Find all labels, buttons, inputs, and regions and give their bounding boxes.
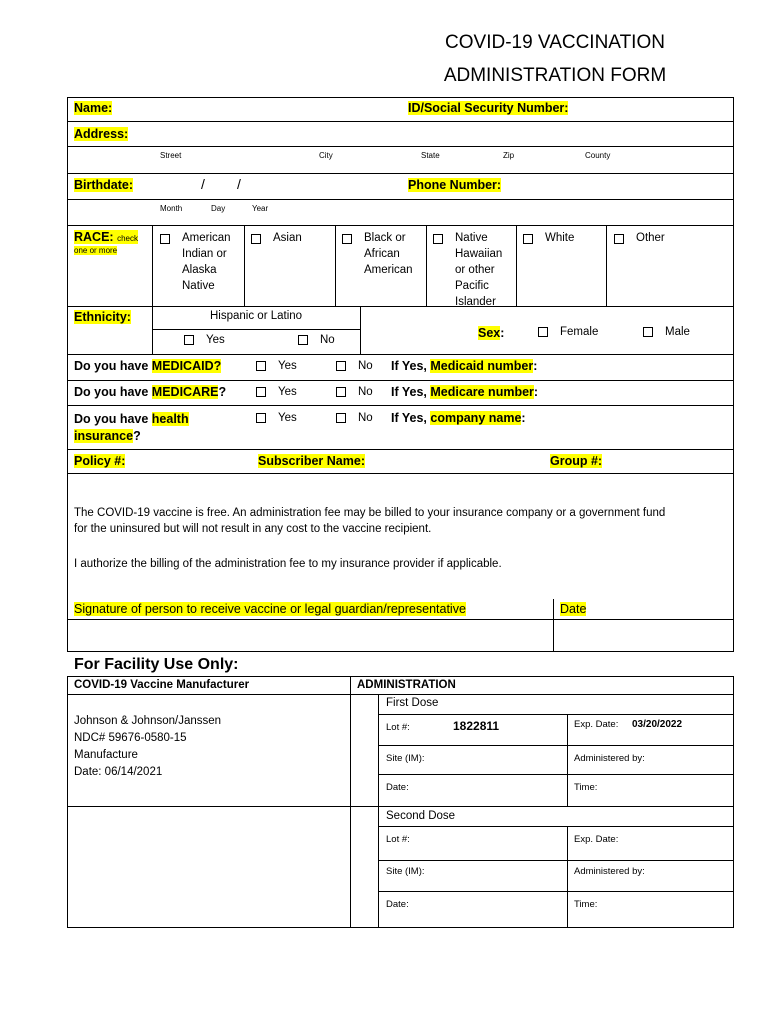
medicare-ifyes-hl: Medicare number [430,385,534,399]
checkbox-icon[interactable] [336,413,346,423]
medicare-colon: : [533,385,539,399]
race-option-other[interactable] [614,230,665,246]
medicaid-no-option[interactable] [336,360,373,372]
medicare-yes-label: Yes [278,386,297,398]
ethnicity-no-label: No [320,334,335,346]
manufacturer-heading: COVID-19 Vaccine Manufacturer [74,679,250,691]
sex-label [478,326,504,340]
checkbox-icon[interactable] [256,387,266,397]
health-ifyes-pre: If Yes, [391,411,431,425]
first-time-label: Time: [574,782,598,793]
second-time-label: Time: [574,899,598,910]
medicaid-number-label [391,359,537,373]
checkbox-icon[interactable] [523,234,533,244]
race-hint: check [117,234,138,243]
checkbox-icon[interactable] [614,234,624,244]
checkbox-icon[interactable] [251,234,261,244]
race-option-text: Indian or [182,248,227,260]
notice-paragraph-line-2: for the uninsured but will not result in any cost to the vaccine recipient. [74,523,432,535]
administration-heading: ADMINISTRATION [357,679,456,691]
sex-male-label: Male [665,326,690,338]
checkbox-icon[interactable] [160,234,170,244]
health-yes-option[interactable] [256,412,297,424]
race-option-american-indian[interactable] [160,230,231,294]
manufacturer-line: Manufacture [74,749,138,761]
medicaid-question [74,359,221,373]
health-question-post: ? [133,429,141,443]
health-yes-label: Yes [278,412,297,424]
race-option-text: Alaska [182,264,217,276]
sex-label-text: Sex [478,326,501,340]
checkbox-icon[interactable] [342,234,352,244]
health-question-hl-2: insurance [74,429,134,443]
subscriber-label: Subscriber Name: [258,454,365,468]
medicaid-yes-label: Yes [278,360,297,372]
ethnicity-label: Ethnicity: [74,310,131,324]
sex-colon: : [500,326,505,340]
signature-field[interactable] [68,620,552,651]
facility-heading: For Facility Use Only: [74,656,239,673]
first-exp-label: Exp. Date: [574,719,619,730]
race-option-text: Black or [364,232,406,244]
birth-year-label: Year [252,204,269,213]
birthdate-label: Birthdate: [74,178,134,192]
second-site-label: Site (IM): [386,866,425,877]
second-administered-label: Administered by: [574,866,645,877]
race-option-text: Other [636,232,665,244]
checkbox-icon[interactable] [256,361,266,371]
medicare-no-option[interactable] [336,386,373,398]
address-state-label: State [421,151,440,160]
medicaid-colon: : [533,359,538,373]
first-exp-value[interactable]: 03/20/2022 [632,719,683,730]
race-option-native-hawaiian[interactable] [433,230,502,310]
health-question-hl: health [151,412,189,426]
race-option-text: White [545,232,575,244]
health-no-option[interactable] [336,412,373,424]
first-dose-heading: First Dose [386,697,439,709]
health-ifyes-hl: company name [430,411,522,425]
medicaid-question-pre: Do you have [74,359,152,373]
race-option-text: Native [455,232,488,244]
birth-month-label: Month [160,204,183,213]
medicaid-ifyes-pre: If Yes, [391,359,431,373]
sex-female-option[interactable] [538,326,598,338]
signature-date-label: Date [560,602,587,616]
race-label-text: RACE: [74,230,114,244]
address-street-label: Street [160,151,182,160]
race-option-text: American [364,264,413,276]
birth-day-label: Day [211,204,226,213]
second-dose-heading: Second Dose [386,810,456,822]
race-option-text: Native [182,280,215,292]
checkbox-icon[interactable] [336,387,346,397]
first-lot-label: Lot #: [386,722,410,733]
race-label [74,230,138,244]
sex-male-option[interactable] [643,326,690,338]
medicare-ifyes-pre: If Yes, [391,385,431,399]
address-county-label: County [585,151,611,160]
race-option-text: African [364,248,400,260]
race-option-text: Asian [273,232,302,244]
first-date-label: Date: [386,782,409,793]
signature-label: Signature of person to receive vaccine or legal guardian/representative [74,602,466,616]
phone-label: Phone Number: [408,178,502,192]
medicare-no-label: No [358,386,373,398]
medicaid-no-label: No [358,360,373,372]
second-exp-label: Exp. Date: [574,834,619,845]
form-title-line-1: COVID-19 VACCINATION [445,32,665,53]
race-option-asian[interactable] [251,230,302,246]
manufacturer-line: Johnson & Johnson/Janssen [74,715,222,727]
company-name-label [391,411,526,425]
race-option-text: Hawaiian [455,248,503,260]
ethnicity-heading: Hispanic or Latino [210,310,303,322]
second-lot-label: Lot #: [386,834,410,845]
health-insurance-question [74,411,189,445]
health-question-pre: Do you have [74,412,152,426]
race-option-black[interactable] [342,230,413,278]
health-colon: : [521,411,526,425]
second-date-label: Date: [386,899,409,910]
race-option-text: Islander [455,296,496,308]
address-zip-label: Zip [503,151,515,160]
ethnicity-yes-option[interactable] [184,334,225,346]
checkbox-icon[interactable] [538,327,548,337]
race-option-white[interactable] [523,230,574,246]
address-city-label: City [319,151,333,160]
race-option-text: or other [455,264,495,276]
first-site-label: Site (IM): [386,753,425,764]
first-administered-label: Administered by: [574,753,645,764]
ethnicity-no-option[interactable] [298,334,335,346]
manufacturer-line: Date: 06/14/2021 [74,766,163,778]
notice-paragraph-line-1: The COVID-19 vaccine is free. An administration fee may be billed to your insurance company or a government fund [74,507,666,519]
checkbox-icon[interactable] [256,413,266,423]
checkbox-icon[interactable] [433,234,443,244]
medicaid-ifyes-hl: Medicaid number [430,359,534,373]
medicare-question [74,385,226,399]
birthdate-slash-2: / [237,176,241,192]
form-title-line-2: ADMINISTRATION FORM [443,65,667,86]
first-lot-value[interactable]: 1822811 [453,719,500,733]
medicare-question-hl: MEDICARE [151,385,219,399]
manufacturer-details [74,713,221,781]
signature-date-field[interactable] [554,620,733,651]
manufacturer-line: NDC# 59676-0580-15 [74,732,187,744]
checkbox-icon[interactable] [298,335,308,345]
race-option-text: American [182,232,231,244]
authorization-statement: I authorize the billing of the administration fee to my insurance provider if applicable. [74,558,502,570]
form-title [420,30,690,89]
policy-label: Policy #: [74,454,126,468]
address-label: Address: [74,127,129,141]
checkbox-icon[interactable] [336,361,346,371]
group-label: Group #: [550,454,603,468]
medicare-yes-option[interactable] [256,386,297,398]
race-option-text: Pacific [455,280,489,292]
ethnicity-yes-label: Yes [206,334,225,346]
medicaid-question-hl: MEDICAID? [151,359,222,373]
medicaid-yes-option[interactable] [256,360,297,372]
race-hint-2: one or more [74,246,118,255]
name-label: Name: [74,101,113,115]
medicare-question-pre: Do you have [74,385,152,399]
ssn-label: ID/Social Security Number: [408,101,569,115]
sex-female-label: Female [560,326,599,338]
health-no-label: No [358,412,373,424]
medicare-number-label [391,385,538,399]
medicare-question-post: ? [218,385,227,399]
birthdate-slash-1: / [201,176,205,192]
checkbox-icon[interactable] [184,335,194,345]
checkbox-icon[interactable] [643,327,653,337]
